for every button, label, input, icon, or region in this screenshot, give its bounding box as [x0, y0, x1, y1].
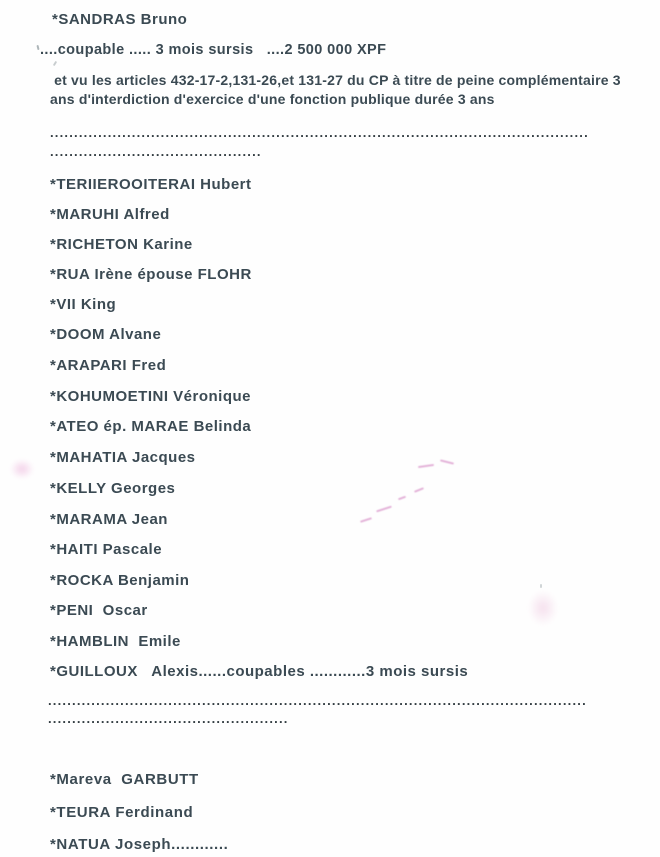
defendant-line-rua: *RUA Irène épouse FLOHR [50, 266, 252, 283]
defendant-line-doom: *DOOM Alvane [50, 326, 162, 343]
defendant-line-mahatia: *MAHATIA Jacques [50, 449, 196, 466]
defendant-line-hamblin: *HAMBLIN Emile [50, 633, 181, 650]
dotted-separator-2-row-2: .................................................. [48, 712, 289, 725]
articles-paragraph-line-2: ans d'interdiction d'exercice d'une fonction publique durée 3 ans [50, 91, 495, 107]
pink-smudge-artifact-right [528, 590, 558, 626]
defendant-line-arapari: *ARAPARI Fred [50, 357, 167, 374]
defendant-line-teriierooiterai: *TERIIEROOITERAI Hubert [50, 176, 252, 193]
pink-scribble-artifact [418, 464, 434, 468]
defendant-line-marama: *MARAMA Jean [50, 511, 168, 528]
defendant-line-ateo: *ATEO ép. MARAE Belinda [50, 418, 252, 435]
defendant-line-garbutt: *Mareva GARBUTT [50, 771, 199, 788]
pink-scribble-artifact [376, 506, 392, 513]
pink-smudge-artifact-left [10, 459, 34, 479]
pink-scribble-artifact [398, 496, 406, 501]
defendant-line-kelly: *KELLY Georges [50, 480, 176, 497]
pink-scribble-artifact [414, 487, 424, 493]
pink-scribble-artifact [440, 459, 454, 464]
defendant-line-guilloux-verdict: *GUILLOUX Alexis......coupables ............3 mois sursis [50, 663, 469, 680]
scan-speck-artifact [53, 61, 57, 66]
articles-paragraph-line-1: et vu les articles 432-17-2,131-26,et 131-27 du CP à titre de peine complémentaire 3 [50, 72, 621, 88]
defendant-line-vii: *VII King [50, 296, 117, 313]
dotted-separator-1-row-2: ............................................ [50, 145, 262, 158]
scan-speck-artifact [540, 584, 542, 588]
defendant-line-maruhi: *MARUHI Alfred [50, 206, 170, 223]
dotted-separator-2-row-1: ................................................................................................................ [48, 694, 587, 707]
pink-scribble-artifact [360, 517, 372, 523]
defendant-line-teura: *TEURA Ferdinand [50, 804, 194, 821]
defendant-line-rocka: *ROCKA Benjamin [50, 572, 190, 589]
defendant-name-sandras: *SANDRAS Bruno [52, 11, 188, 28]
verdict-line: ....coupable ..... 3 mois sursis ....2 500 000 XPF [40, 42, 387, 58]
defendant-line-natua: *NATUA Joseph............ [50, 836, 229, 853]
defendant-line-haiti: *HAITI Pascale [50, 541, 163, 558]
defendant-line-peni: *PENI Oscar [50, 602, 148, 619]
defendant-line-kohumoetini: *KOHUMOETINI Véronique [50, 388, 252, 405]
dotted-separator-1-row-1: ................................................................................................................ [50, 126, 589, 139]
defendant-line-richeton: *RICHETON Karine [50, 236, 193, 253]
